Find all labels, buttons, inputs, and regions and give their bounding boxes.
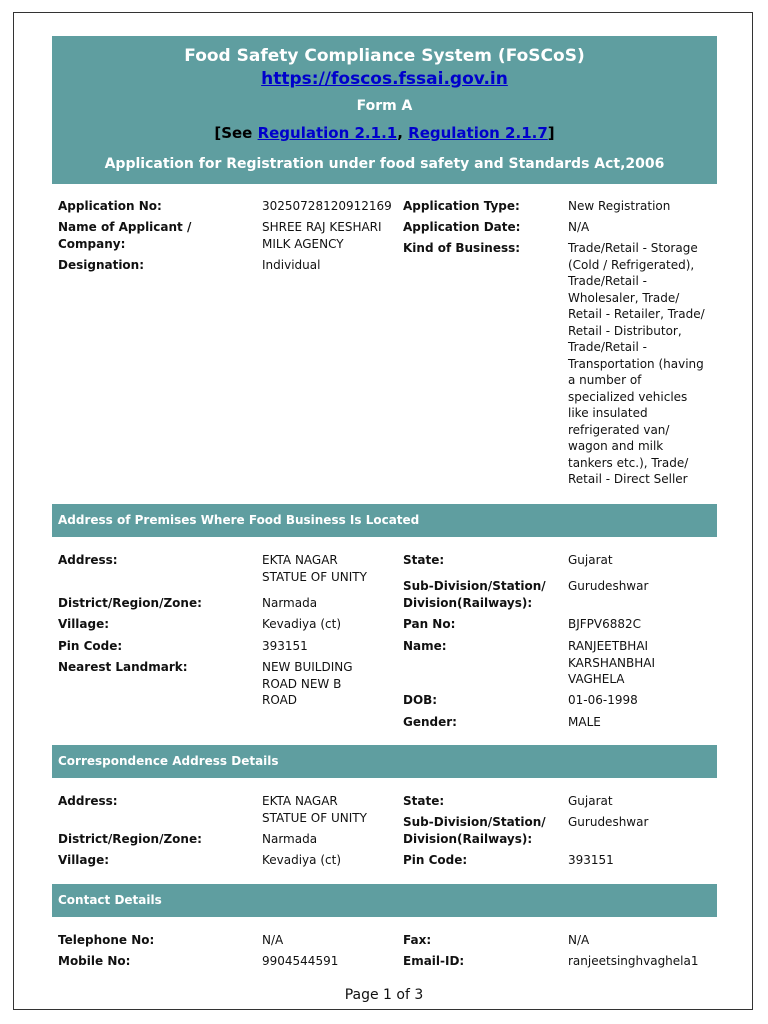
- correspondence-section-header: Correspondence Address Details: [52, 745, 717, 778]
- pan-no-value: BJFPV6882C: [568, 617, 642, 631]
- fax-label: Fax:: [403, 933, 432, 947]
- premises-address-value: EKTA NAGAR STATUE OF UNITY: [262, 553, 367, 584]
- foscos-link[interactable]: https://foscos.fssai.gov.in: [261, 69, 508, 89]
- mobile-value: 9904544591: [262, 954, 339, 968]
- fax-value: N/A: [568, 933, 590, 947]
- correspondence-address-value: EKTA NAGAR STATUE OF UNITY: [262, 794, 367, 825]
- telephone-value: N/A: [262, 933, 284, 947]
- premises-state-value: Gujarat: [568, 553, 613, 567]
- correspondence-subdivision-label: Sub-Division/Station/ Division(Railways):: [403, 815, 546, 846]
- email-label: Email-ID:: [403, 954, 465, 968]
- regulation-2-1-1-link[interactable]: Regulation 2.1.1: [257, 124, 398, 142]
- header-banner: [52, 36, 717, 184]
- mobile-label: Mobile No:: [58, 954, 131, 968]
- dob-label: DOB:: [403, 693, 438, 707]
- dob-value: 01-06-1998: [568, 693, 638, 707]
- application-no-value: 30250728120912169: [262, 199, 392, 213]
- correspondence-pin-value: 393151: [568, 853, 614, 867]
- correspondence-subdivision-value: Gurudeshwar: [568, 815, 649, 829]
- application-date-label: Application Date:: [403, 220, 521, 234]
- telephone-label: Telephone No:: [58, 933, 155, 947]
- system-title: Food Safety Compliance System (FoSCoS): [184, 46, 585, 66]
- correspondence-pin-label: Pin Code:: [403, 853, 468, 867]
- premises-subdivision-value: Gurudeshwar: [568, 579, 649, 593]
- pan-no-label: Pan No:: [403, 617, 456, 631]
- premises-section-header: Address of Premises Where Food Business Is Located: [52, 504, 717, 537]
- application-type-value: New Registration: [568, 199, 671, 213]
- application-date-value: N/A: [568, 220, 590, 234]
- premises-state-label: State:: [403, 553, 445, 567]
- form-name: Form A: [356, 98, 413, 114]
- correspondence-state-label: State:: [403, 794, 445, 808]
- premises-subdivision-label: Sub-Division/Station/ Division(Railways):: [403, 579, 546, 610]
- business-kind-value: Trade/Retail - Storage (Cold / Refrigerated), Trade/Retail - Wholesaler, Trade/ Retail - Retailer, Trade/ Retail - Distributor, Trade/Retail - Transportation (having a number of specialized vehicles like insulated refrigerated van/ wagon and milk tankers etc.), Trade/ Retail - Direct Seller: [568, 241, 705, 486]
- premises-landmark-value: NEW BUILDING ROAD NEW B ROAD: [262, 660, 353, 707]
- correspondence-district-value: Narmada: [262, 832, 318, 846]
- designation-label: Designation:: [58, 258, 145, 272]
- premises-pin-value: 393151: [262, 639, 308, 653]
- gender-value: MALE: [568, 715, 601, 729]
- premises-landmark-label: Nearest Landmark:: [58, 660, 188, 674]
- business-kind-label: Kind of Business:: [403, 241, 521, 255]
- premises-village-label: Village:: [58, 617, 110, 631]
- proprietor-name-label: Name:: [403, 639, 447, 653]
- page-number: Page 1 of 3: [344, 987, 424, 1003]
- premises-district-label: District/Region/Zone:: [58, 596, 202, 610]
- application-no-label: Application No:: [58, 199, 162, 213]
- proprietor-name-value: RANJEETBHAI KARSHANBHAI VAGHELA: [568, 639, 656, 686]
- designation-value: Individual: [262, 258, 321, 272]
- correspondence-state-value: Gujarat: [568, 794, 613, 808]
- regulation-2-1-7-link[interactable]: Regulation 2.1.7: [408, 124, 548, 142]
- regulation-reference: [See Regulation 2.1.1, Regulation 2.1.7]: [214, 124, 555, 142]
- correspondence-village-value: Kevadiya (ct): [262, 853, 341, 867]
- application-title: Application for Registration under food safety and Standards Act,2006: [104, 156, 665, 172]
- applicant-name-value: SHREE RAJ KESHARI MILK AGENCY: [262, 220, 382, 251]
- correspondence-district-label: District/Region/Zone:: [58, 832, 202, 846]
- premises-district-value: Narmada: [262, 596, 318, 610]
- applicant-name-label: Name of Applicant / Company:: [58, 220, 192, 251]
- contact-section-header: Contact Details: [52, 884, 717, 917]
- correspondence-address-label: Address:: [58, 794, 118, 808]
- gender-label: Gender:: [403, 715, 457, 729]
- application-type-label: Application Type:: [403, 199, 520, 213]
- email-value: ranjeetsinghvaghela1: [568, 954, 699, 968]
- premises-address-label: Address:: [58, 553, 118, 567]
- premises-pin-label: Pin Code:: [58, 639, 123, 653]
- premises-village-value: Kevadiya (ct): [262, 617, 341, 631]
- correspondence-village-label: Village:: [58, 853, 110, 867]
